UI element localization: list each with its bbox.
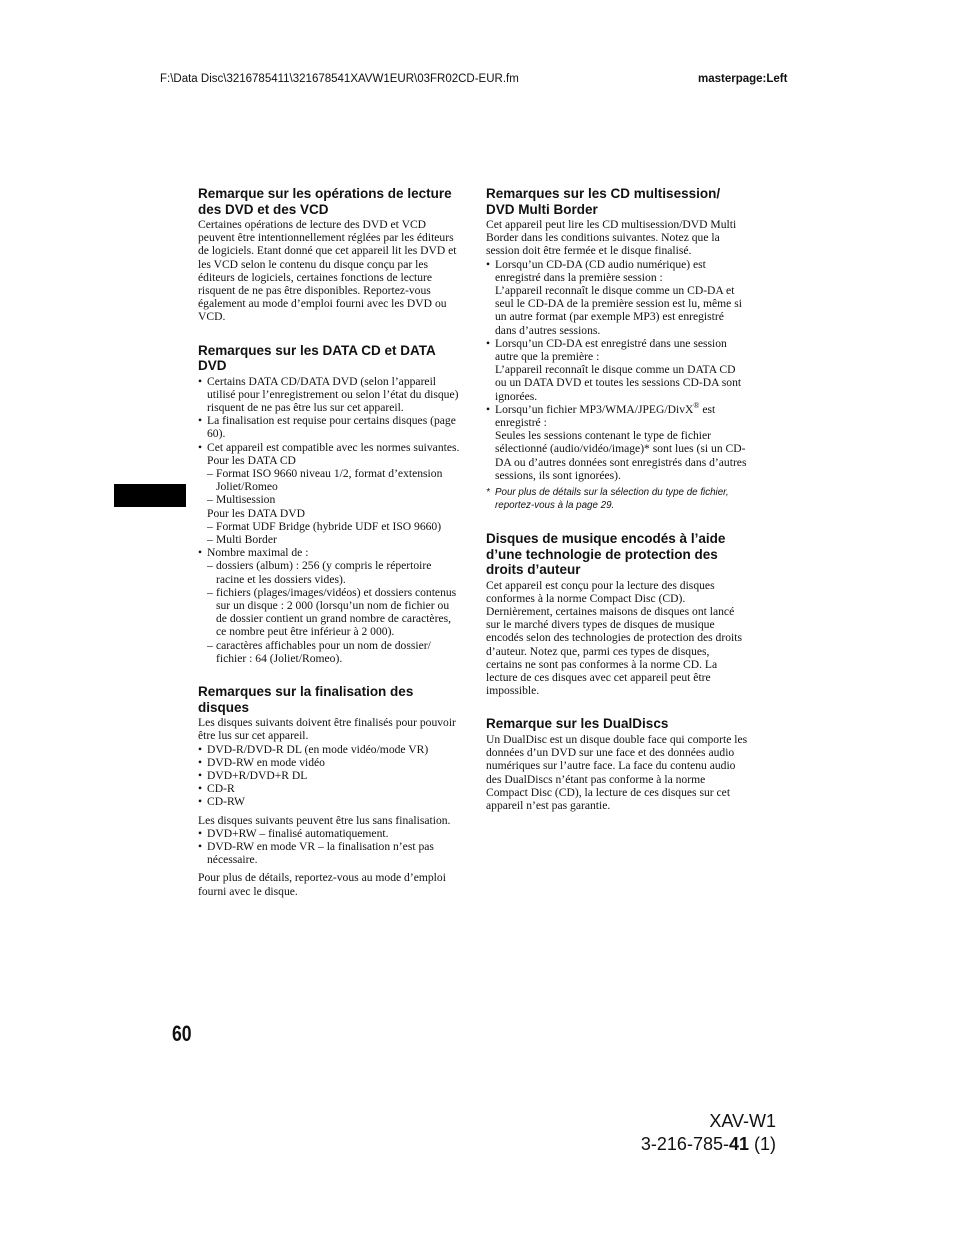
list-item [486, 258, 748, 337]
section-title: Remarques sur les DATA CD et DATA DVD [198, 342, 436, 374]
dash-item: – Format ISO 9660 niveau 1/2, format d’extension Joliet/Romeo [198, 467, 460, 493]
list-item [198, 546, 460, 665]
section-multisession [486, 186, 748, 512]
sublabel: Pour les DATA DVD [207, 506, 305, 520]
list-item: • CD-R [198, 782, 460, 795]
list-item-text: Lorsqu’un fichier MP3/WMA/JPEG/DivX [495, 402, 694, 416]
right-column [486, 186, 748, 831]
list-item: • DVD-R/DVD-R DL (en mode vidéo/mode VR) [198, 743, 460, 756]
footnote-mark: * [486, 487, 490, 499]
dash-item: – Multi Border [198, 533, 460, 546]
list-item: • DVD-RW en mode vidéo [198, 756, 460, 769]
section-disc-finalisation [198, 684, 460, 898]
list-item: • CD-RW [198, 795, 460, 808]
section-title: Remarque sur les DualDiscs [486, 716, 669, 732]
model-code-prefix: 3-216-785- [640, 1134, 729, 1154]
list-item: • La finalisation est requise pour certains disques (page 60). [198, 414, 460, 440]
footnote [486, 486, 748, 512]
dash-list [198, 467, 460, 507]
list-item-text: Cet appareil est compatible avec les normes suivantes. [207, 440, 460, 454]
bullet-list [198, 743, 460, 809]
section-title: Remarques sur la finalisation des disques [198, 684, 414, 715]
section-title: Remarque sur les opérations de lecture des DVD et des VCD [198, 186, 452, 217]
list-item-text: Lorsqu’un CD-DA (CD audio numérique) est enregistré dans la première session : [495, 257, 706, 284]
list-item-detail: Seules les sessions contenant le type de fichier sélectionné (audio/vidéo/image)* sont lues (si un CD-DA ou d’autres données sont enregistrés dans d’autres sessions, ils sont ignorées). [495, 429, 747, 482]
list-item: • Certains DATA CD/DATA DVD (selon l’appareil utilisé pour l’enregistrement ou selon l’état du disque) risquent de ne pas être lus sur cet appareil. [198, 375, 460, 415]
section-text: Les disques suivants peuvent être lus sans finalisation. [198, 813, 451, 827]
dash-item: – fichiers (plages/images/vidéos) et dossiers contenus sur un disque : 2 000 (lorsqu’un nom de fichier ou de dossier contient un grand nombre de caractères, ce nombre peut être inférieur à 2 000). [198, 586, 460, 639]
list-item-text: est enregistré : [495, 402, 716, 430]
section-tab-marker [114, 484, 186, 507]
list-item: • DVD-RW en mode VR – la finalisation n’est pas nécessaire. [198, 840, 460, 866]
list-item [486, 400, 748, 482]
dash-item: – Multisession [198, 493, 460, 506]
list-item-detail: L’appareil reconnaît le disque comme un CD-DA et seul le CD-DA de la première session est lu, même si un autre format (par exemple MP3) est enregistré dans d’autres sessions. [495, 284, 742, 337]
section-text: Les disques suivants doivent être finalisés pour pouvoir être lus sur cet appareil. [198, 716, 456, 743]
model-code-bold: 41 [728, 1134, 749, 1154]
list-item: • DVD+R/DVD+R DL [198, 769, 460, 782]
sublabel: Pour les DATA CD [207, 453, 296, 467]
section-text: Un DualDisc est un disque double face qui comporte les données d’un DVD sur une face et des données audio numériques sur l’autre face. La face du contenu audio des DualDiscs n’étant pas conforme à la norme Compact Disc (CD), la lecture de ces disques sur cet appareil n’est pas garantie. [486, 732, 748, 812]
section-data-cd-dvd [198, 343, 460, 665]
dash-list [198, 520, 460, 546]
list-item [198, 441, 460, 547]
section-dvd-vcd-operations [198, 186, 460, 324]
dash-list [198, 559, 460, 665]
section-dualdiscs [486, 716, 748, 812]
header-masterpage: masterpage:Left [698, 73, 788, 85]
section-text: Cet appareil peut lire les CD multisession/DVD Multi Border dans les conditions suivantes. Notez que la session doit être fermée et le disque finalisé. [486, 218, 737, 258]
section-title: Disques de musique encodés à l’aide d’une technologie de protection des droits d’auteur [486, 531, 726, 578]
section-text: Certaines opérations de lecture des DVD et VCD peuvent être intentionnellement réglées par les éditeurs de logiciels. Etant donné que cet appareil lit les DVD et les VCD selon le contenu du disque conçu par les éditeurs de logiciels, certaines fonctions de lecture risquent de ne pas être disponibles. Reportez-vous également au mode d’emploi fourni avec les DVD ou VCD. [198, 218, 457, 324]
model-code-suffix: (1) [749, 1134, 776, 1154]
bullet-list [486, 258, 748, 482]
list-item-detail: L’appareil reconnaît le disque comme un DATA CD ou un DATA DVD et toutes les sessions CD-DA sont ignorées. [495, 363, 742, 403]
section-title: Remarques sur les CD multisession/ DVD Multi Border [486, 186, 721, 217]
header-file-path: F:\Data Disc\3216785411\321678541XAVW1EUR\03FR02CD-EUR.fm [160, 73, 519, 85]
bullet-list [198, 375, 460, 665]
section-text: Pour plus de détails, reportez-vous au mode d’emploi fourni avec le disque. [198, 871, 446, 898]
left-column [198, 186, 460, 917]
page-number: 60 [172, 1021, 192, 1046]
model-code [641, 1133, 776, 1155]
model-name: XAV-W1 [709, 1111, 776, 1131]
list-item [486, 337, 748, 403]
dash-item: – dossiers (album) : 256 (y compris le répertoire racine et les dossiers vides). [198, 559, 460, 585]
footnote-text: Pour plus de détails sur la sélection du type de fichier, reportez-vous à la page 29. [495, 487, 729, 512]
dash-item: – Format UDF Bridge (hybride UDF et ISO 9660) [198, 520, 460, 533]
section-copy-protected-discs [486, 531, 748, 697]
section-text: Cet appareil est conçu pour la lecture des disques conformes à la norme Compact Disc (CD). Dernièrement, certaines maisons de disques ont lancé sur le marché divers types de disques de musique encodés selon des technologies de protection des droits d’auteur. Notez que, parmi ces types de disques, certains ne sont pas conformes à la norme CD. La lecture de ces disques avec cet appareil peut être impossible. [486, 578, 742, 698]
list-item-text: Nombre maximal de : [207, 546, 309, 560]
bullet-list [198, 827, 460, 867]
list-item-text: Lorsqu’un CD-DA est enregistré dans une session autre que la première : [495, 336, 727, 364]
dash-item: – caractères affichables pour un nom de dossier/ fichier : 64 (Joliet/Romeo). [198, 639, 460, 665]
registered-mark: ® [693, 400, 700, 410]
list-item: • DVD+RW – finalisé automatiquement. [198, 827, 460, 840]
